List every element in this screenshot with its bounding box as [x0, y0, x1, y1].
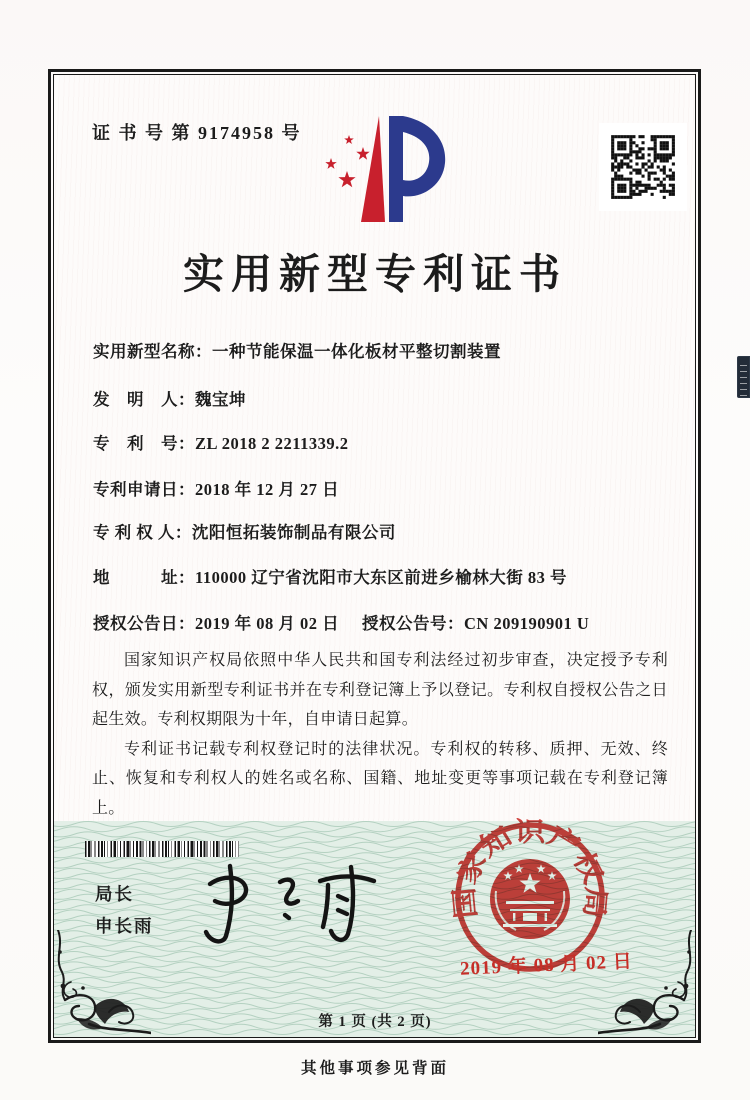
- cnipa-logo-icon: [297, 110, 455, 234]
- field-row-address: [93, 564, 665, 588]
- logo-stars: [325, 135, 369, 187]
- seal-date: 2019 年 08 月 02 日: [459, 951, 634, 980]
- field-value: 110000 辽宁省沈阳市大东区前进乡榆林大街 83 号: [195, 568, 567, 587]
- field-row-invention-name: [93, 338, 665, 362]
- field-value: 一种节能保温一体化板材平整切割装置: [212, 342, 501, 361]
- field-value: 2019 年 08 月 02 日: [195, 614, 340, 633]
- field-label: 授权公告号：: [362, 614, 464, 633]
- field-row-patentee: [93, 519, 665, 543]
- qr-code: [599, 123, 687, 211]
- commissioner-name: 申长雨: [95, 916, 154, 936]
- field-label: 专利申请日：: [93, 480, 195, 499]
- field-value: 魏宝坤: [195, 390, 246, 409]
- field-row-patent-number: [93, 430, 665, 454]
- field-value: CN 209190901 U: [464, 614, 590, 633]
- certificate-number: 证 书 号 第 9174958 号: [92, 123, 302, 143]
- national-emblem: [490, 859, 570, 939]
- certificate-title: 实用新型专利证书: [183, 251, 567, 297]
- logo-blue-p: [389, 116, 445, 222]
- field-label: 授权公告日：: [93, 614, 195, 633]
- field-label: 专 利 号：: [93, 434, 195, 453]
- signature-autograph: [188, 852, 403, 952]
- body-paragraph: 专利证书记载专利权登记时的法律状况。专利权的转移、质押、无效、终止、恢复和专利权人的姓名或名称、国籍、地址变更等事项记载在专利登记簿上。: [92, 740, 668, 817]
- field-value: 2018 年 12 月 27 日: [195, 480, 340, 499]
- field-value: ZL 2018 2 2211339.2: [195, 434, 349, 453]
- seal-ring-text: 国家知识产权局: [449, 816, 612, 920]
- body-paragraph: 国家知识产权局依照中华人民共和国专利法经过初步审查，决定授予专利权，颁发实用新型专利证书并在专利登记簿上予以登记。专利权自授权公告之日起生效。专利权期限为十年，自申请日起算。: [92, 652, 668, 728]
- logo-red-wedge: [361, 116, 385, 222]
- commissioner-title: 局长: [95, 884, 134, 904]
- field-row-inventor: [93, 386, 665, 410]
- field-value: 沈阳恒拓装饰制品有限公司: [191, 523, 396, 542]
- field-label: 发 明 人：: [93, 390, 195, 409]
- field-label: 实用新型名称：: [93, 342, 212, 361]
- edge-watermark-tab: [737, 356, 750, 398]
- page-indicator: 第 1 页 (共 2 页): [318, 1014, 432, 1030]
- field-label: 专 利 权 人：: [93, 523, 192, 542]
- ornate-corner-left-icon: [51, 930, 151, 1038]
- back-note: 其他事项参见背面: [300, 1060, 449, 1077]
- field-row-grant-date: [93, 610, 665, 634]
- field-label: 地 址：: [93, 568, 195, 587]
- field-grant-number: [362, 610, 589, 634]
- field-row-filing-date: [93, 476, 665, 500]
